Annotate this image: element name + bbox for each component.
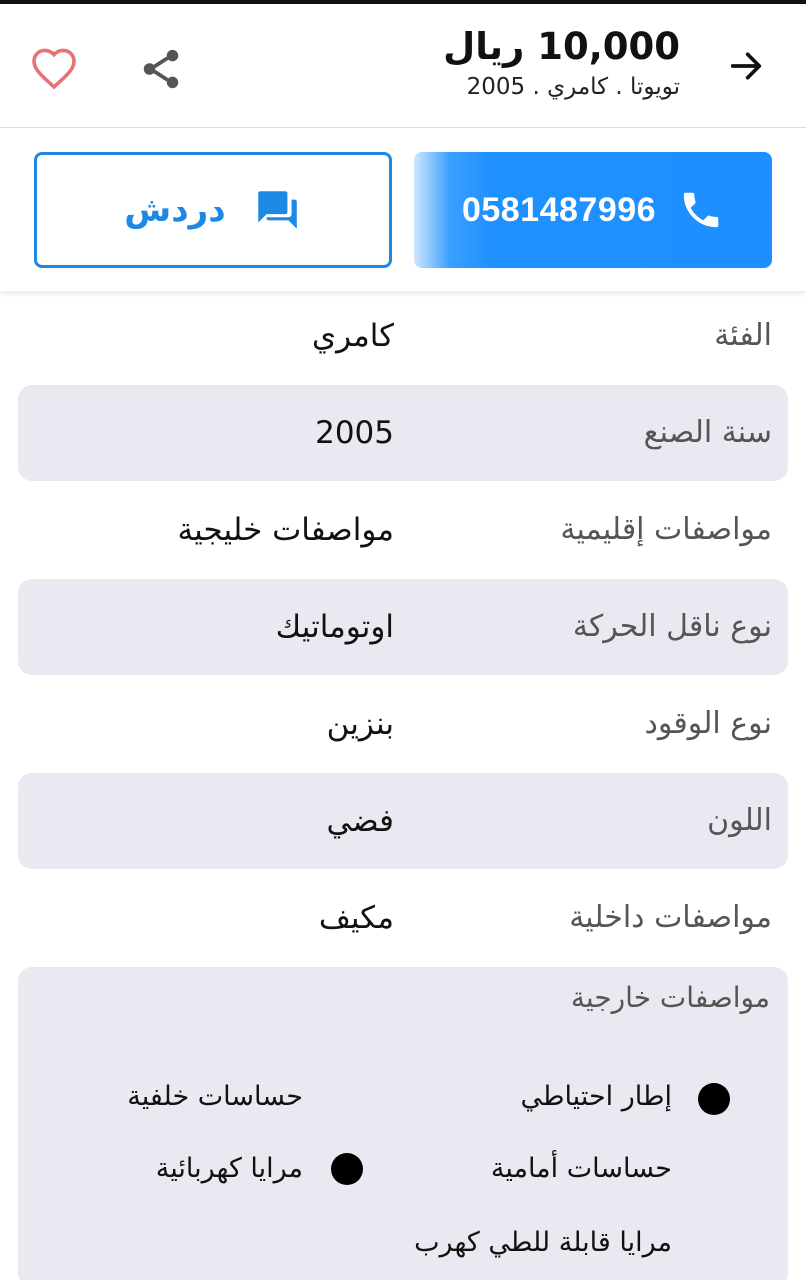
feature-folding-mirrors: مرايا قابلة للطي كهرب: [414, 1227, 672, 1258]
spec-value: فضي: [326, 803, 394, 839]
spec-row-category: [18, 288, 788, 384]
heart-icon: [30, 46, 78, 94]
listing-price: 10,000 ريال: [443, 25, 680, 68]
spec-row-fuel: [18, 676, 788, 772]
call-button[interactable]: [414, 152, 772, 268]
phone-icon: [678, 187, 724, 233]
spec-row-transmission: [18, 579, 788, 675]
spec-label: الفئة: [714, 318, 772, 353]
exterior-specs-title: مواصفات خارجية: [570, 981, 770, 1014]
spec-row-year: [18, 385, 788, 481]
spec-value: بنزين: [326, 706, 394, 742]
spec-value: اوتوماتيك: [275, 609, 394, 645]
phone-number: 0581487996: [461, 190, 657, 229]
contact-actions: [0, 129, 806, 291]
chat-icon: [252, 185, 302, 235]
share-icon: [138, 46, 184, 92]
feature-spare-tire: إطار احتياطي: [520, 1081, 672, 1112]
listing-title: [443, 24, 680, 102]
exterior-specs-card: [18, 967, 788, 1280]
listing-subtitle: تويوتا . كامري . 2005: [466, 74, 680, 100]
spec-row-regional-specs: [18, 482, 788, 578]
chat-button[interactable]: [34, 152, 392, 268]
arrow-right-icon: [726, 46, 766, 86]
spec-value: كامري: [311, 318, 394, 354]
app-header: [0, 4, 806, 128]
spec-row-color: [18, 773, 788, 869]
spec-value: مواصفات خليجية: [177, 512, 394, 548]
share-button[interactable]: [136, 44, 186, 94]
feature-front-sensors: حساسات أمامية: [490, 1153, 672, 1184]
spec-value: 2005: [315, 415, 394, 451]
spec-label: سنة الصنع: [643, 415, 772, 450]
spec-label: مواصفات إقليمية: [560, 512, 772, 547]
spec-value: مكيف: [318, 900, 394, 936]
back-button[interactable]: [724, 44, 768, 88]
chat-label: دردش: [124, 190, 226, 230]
spec-label: اللون: [707, 803, 772, 838]
feature-rear-sensors: حساسات خلفية: [127, 1081, 303, 1112]
feature-selected-dot-icon: [331, 1153, 363, 1185]
favorite-button[interactable]: [28, 44, 80, 96]
feature-power-mirrors: مرايا كهربائية: [155, 1153, 303, 1184]
spec-label: نوع ناقل الحركة: [572, 609, 772, 644]
spec-label: مواصفات داخلية: [569, 900, 772, 935]
spec-label: نوع الوقود: [644, 706, 772, 741]
feature-selected-dot-icon: [698, 1083, 730, 1115]
spec-row-interior: [18, 870, 788, 966]
